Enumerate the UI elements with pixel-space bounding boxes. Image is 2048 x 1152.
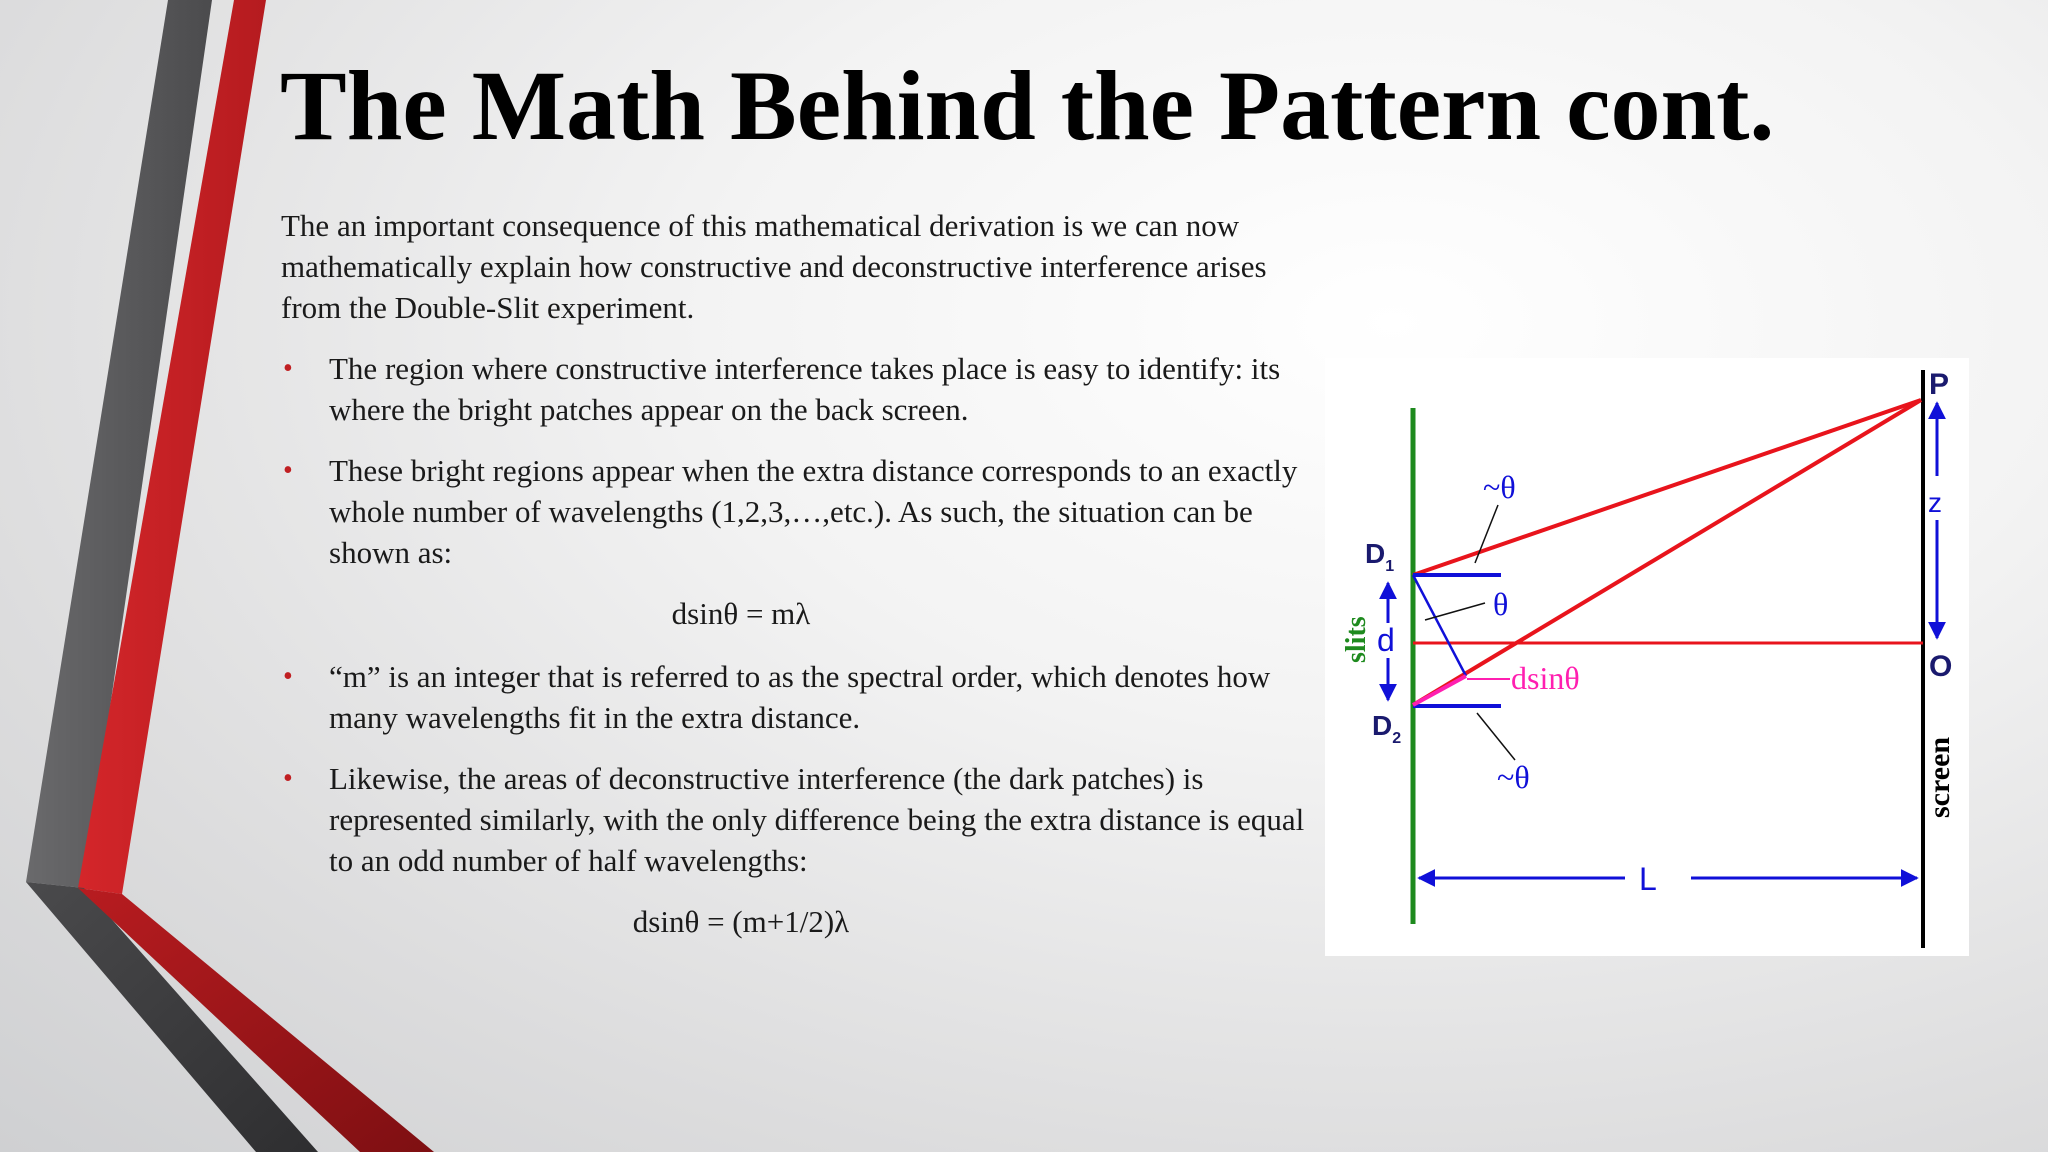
label-P: P — [1929, 368, 1950, 401]
label-dsin-theta: dsinθ — [1511, 660, 1580, 696]
label-theta: θ — [1493, 586, 1509, 622]
label-L: L — [1639, 861, 1657, 897]
bullet-bright-regions — [281, 450, 1311, 573]
pointer-theta — [1425, 603, 1485, 620]
label-z: z — [1928, 487, 1942, 518]
gray-stripe-lower — [26, 882, 318, 1152]
perpendicular-line — [1413, 575, 1466, 676]
formula-constructive: dsinθ = mλ — [671, 596, 811, 631]
bullet-text: These bright regions appear when the extra distance corresponds to an exactly whole number of wavelengths (1,2,3,…,etc.). As such, the situation can be shown as: — [329, 453, 1298, 570]
bullet-text: “m” is an integer that is referred to as the spectral order, which denotes how many wavelengths fit in the extra distance. — [329, 659, 1271, 735]
bullet-icon: • — [283, 455, 293, 486]
label-approx-theta-top: ~θ — [1483, 469, 1516, 505]
label-D1: $D_1$ — [1365, 538, 1395, 575]
bullet-icon: • — [283, 661, 293, 692]
label-screen: screen — [1923, 736, 1956, 818]
pointer-approx-theta-top — [1475, 505, 1498, 563]
label-d: d — [1377, 622, 1395, 658]
ray-bottom — [1413, 400, 1921, 705]
bullet-spectral-order — [281, 656, 1311, 738]
intro-paragraph: The an important consequence of this mathematical derivation is we can now mathematically explain how constructive and deconstructive interference arises from the Double-Slit experiment. — [281, 208, 1267, 325]
bullet-destructive-areas — [281, 758, 1311, 881]
formula-destructive: dsinθ = (m+1/2)λ — [632, 904, 850, 939]
pointer-approx-theta-bottom — [1477, 713, 1515, 760]
label-approx-theta-bottom: ~θ — [1497, 759, 1530, 795]
bullet-text: The region where constructive interference takes place is easy to identify: its where the bright patches appear on the back screen. — [329, 351, 1281, 427]
label-slits: slits — [1341, 616, 1372, 663]
label-D2: $D_2$ — [1372, 710, 1402, 747]
double-slit-diagram — [1325, 358, 1969, 956]
slide-title: The Math Behind the Pattern cont. — [280, 50, 1775, 161]
label-O: O — [1929, 650, 1953, 683]
bullet-icon: • — [283, 763, 293, 794]
bullet-text: Likewise, the areas of deconstructive interference (the dark patches) is represented similarly, with the only difference being the extra distance is equal to an odd number of half wavelengths: — [329, 761, 1305, 878]
dsin-segment — [1413, 676, 1466, 705]
slide-body — [281, 205, 1311, 964]
bullet-constructive-region — [281, 348, 1311, 430]
bullet-icon: • — [283, 353, 293, 384]
bullet-list — [281, 348, 1311, 942]
